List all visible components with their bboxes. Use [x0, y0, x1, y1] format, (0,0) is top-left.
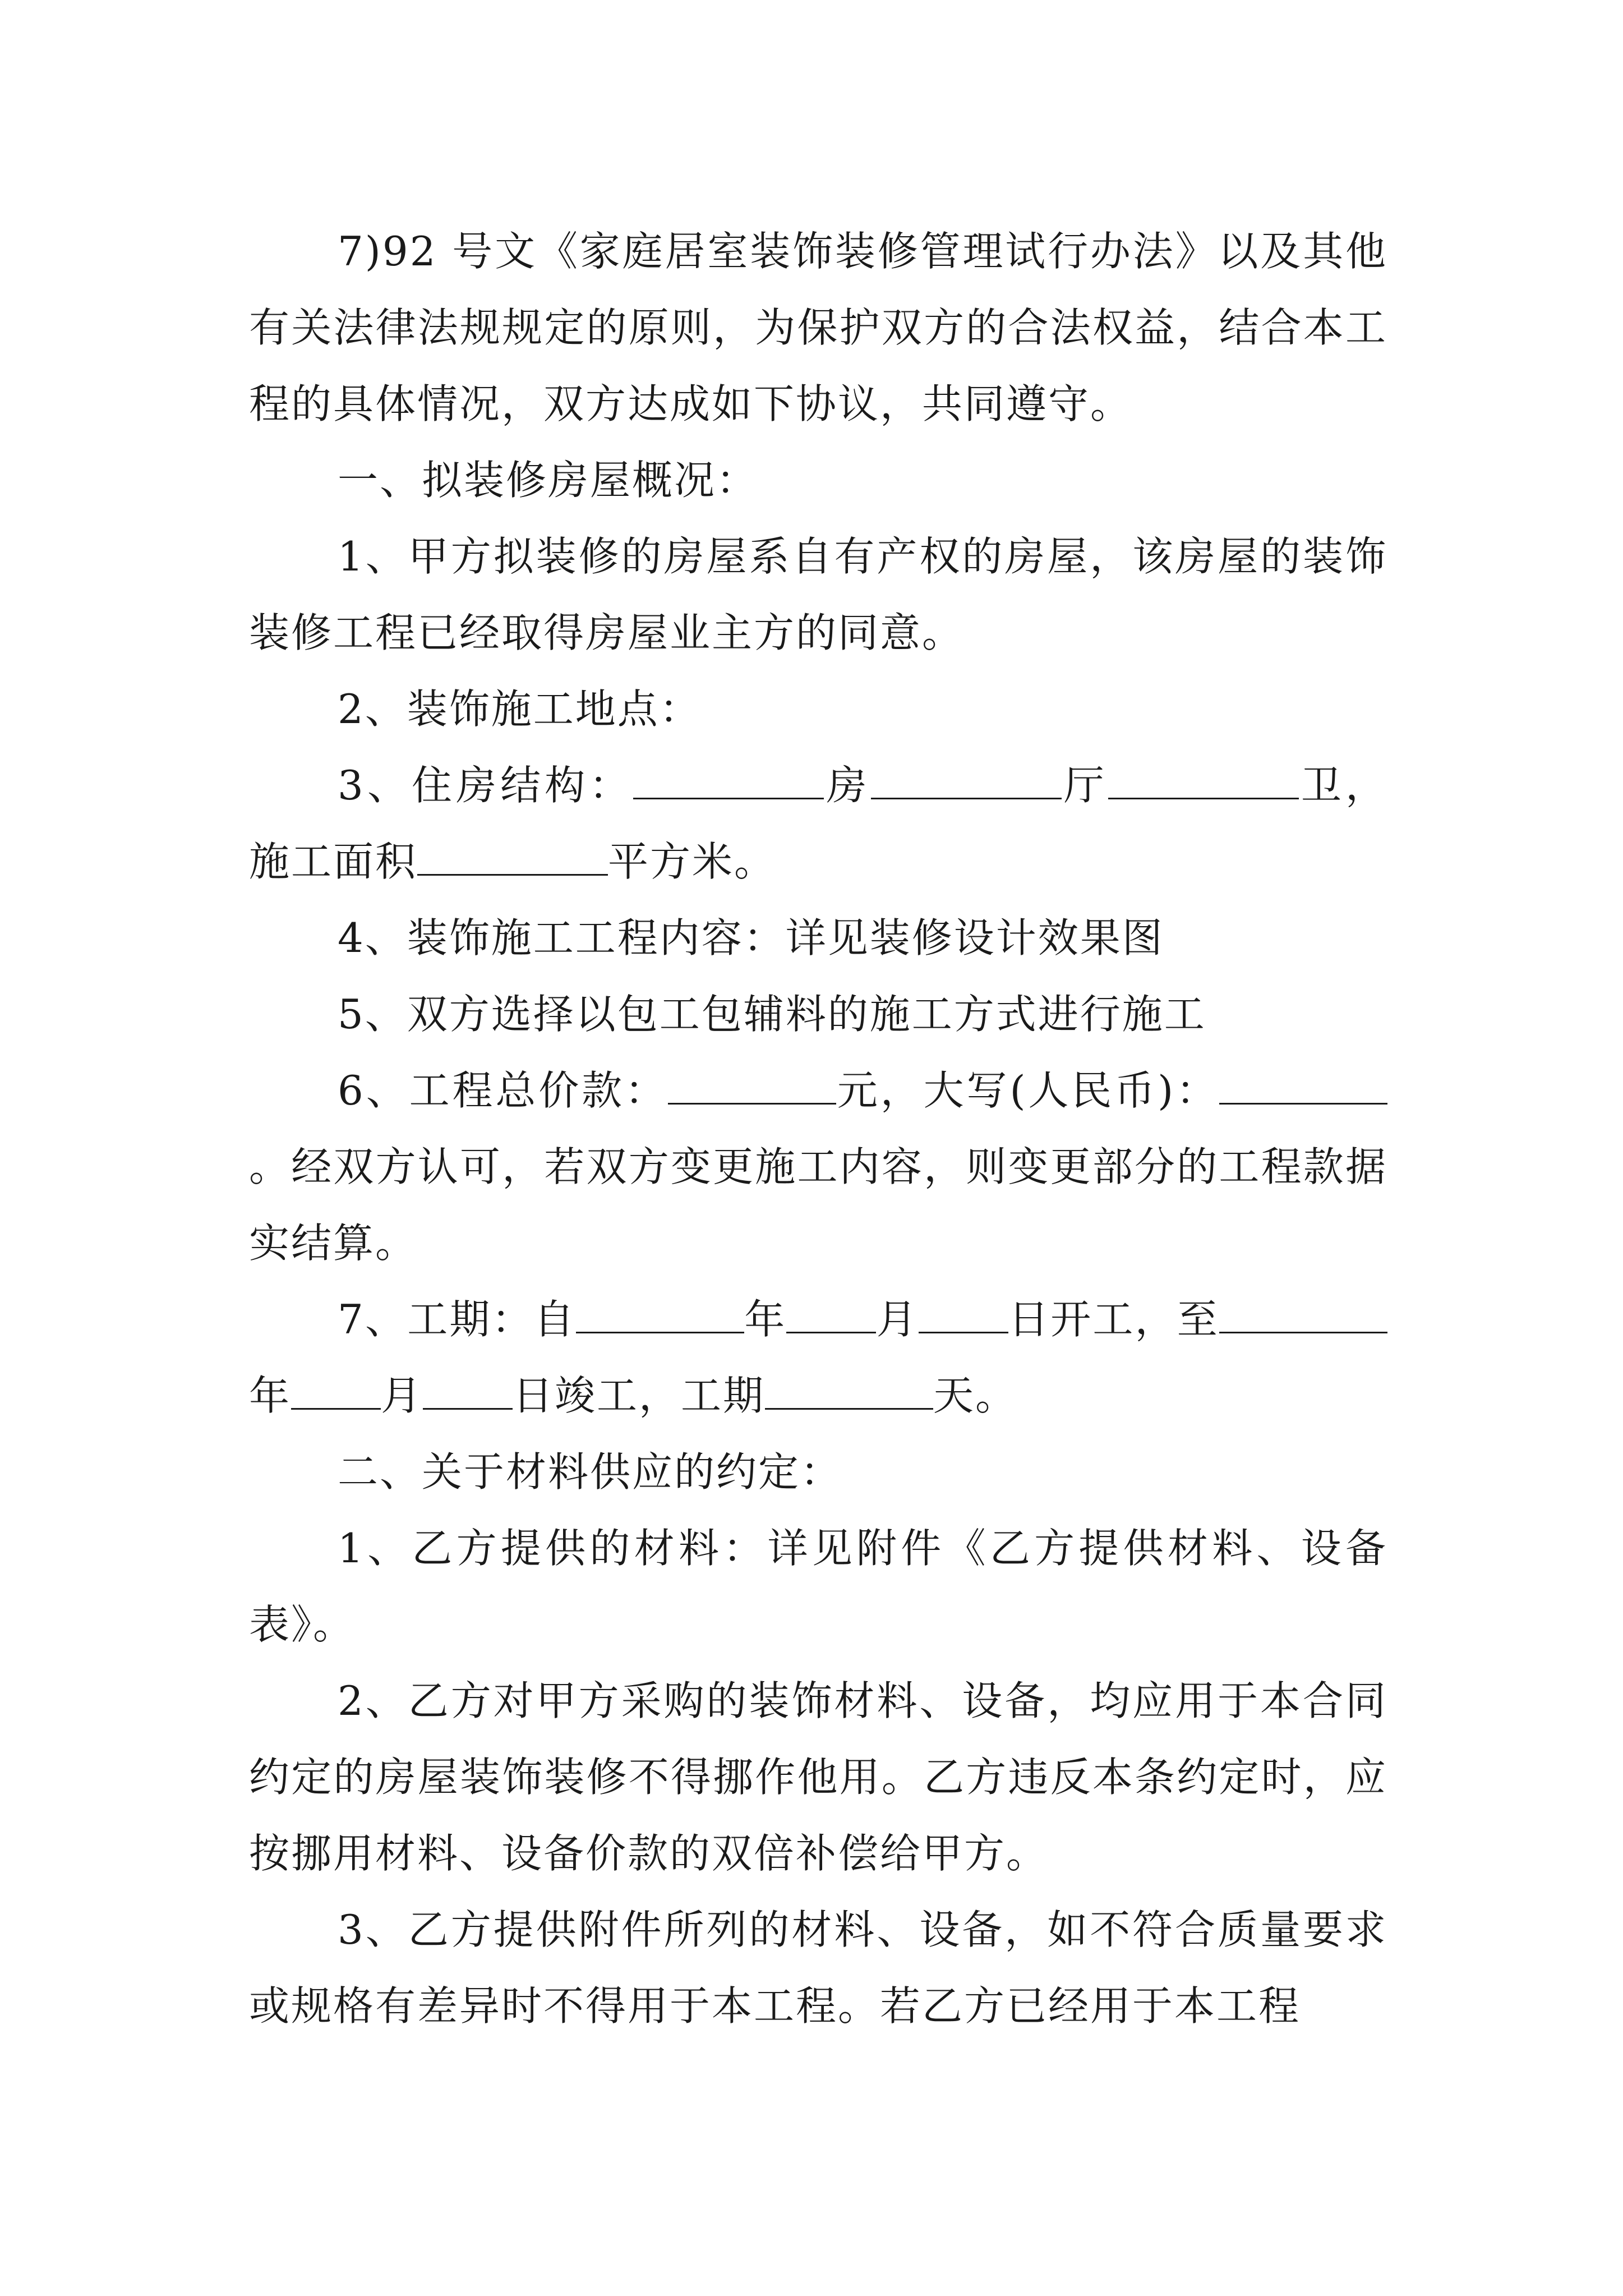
- blank-start-year: [576, 1298, 744, 1333]
- item-7-day-start: 日开工，至: [1008, 1296, 1219, 1343]
- item-7-day-end: 日竣工，工期: [513, 1372, 766, 1419]
- section-1-title: 一、拟装修房屋概况：: [338, 457, 759, 504]
- blank-total-price: [668, 1069, 836, 1105]
- blank-start-month: [786, 1298, 876, 1333]
- blank-rooms: [633, 764, 824, 799]
- item-6-yuan: 元，大写(人民币)：: [836, 1067, 1219, 1114]
- item-7-prefix: 7、工期：自: [338, 1296, 576, 1343]
- item-3-area-unit: 平方米。: [608, 838, 777, 885]
- item-7-days: 天。: [933, 1372, 1018, 1419]
- section-1-item-7: [249, 1281, 1387, 1434]
- blank-end-year: [1219, 1298, 1387, 1333]
- section-1-item-6: [249, 1052, 1387, 1281]
- item-3-hall: 厅: [1061, 762, 1108, 809]
- blank-area: [417, 840, 608, 876]
- section-1-item-2: 2、装饰施工地点：: [338, 685, 702, 733]
- item-7-month-1: 月: [876, 1296, 919, 1343]
- blank-end-month: [291, 1374, 381, 1410]
- blank-baths: [1108, 764, 1299, 799]
- blank-halls: [871, 764, 1062, 799]
- section-2-item-2: 2、乙方对甲方采购的装饰材料、设备，均应用于本合同约定的房屋装饰装修不得挪作他用。乙方违反本条约定时，应按挪用材料、设备价款的双倍补偿给甲方。: [249, 1677, 1387, 1877]
- section-1-item-5: 5、双方选择以包工包辅料的施工方式进行施工: [338, 991, 1206, 1038]
- section-2-title: 二、关于材料供应的约定：: [338, 1448, 843, 1496]
- item-6-rest: 经双方认可，若双方变更施工内容，则变更部分的工程款据实结算。: [249, 1143, 1387, 1267]
- blank-price-uppercase: [1219, 1069, 1387, 1105]
- section-1-item-3: [249, 747, 1387, 900]
- intro-paragraph: 7)92 号文《家庭居室装饰装修管理试行办法》以及其他有关法律法规规定的原则，为保护双方的合法权益，结合本工程的具体情况，双方达成如下协议，共同遵守。: [249, 228, 1387, 427]
- item-7-year-2: 年: [249, 1372, 292, 1419]
- blank-start-day: [919, 1298, 1008, 1333]
- item-3-area-label: 施工面积: [249, 838, 418, 885]
- blank-duration: [765, 1374, 933, 1410]
- item-3-room: 房: [824, 762, 871, 809]
- item-3-prefix: 3、住房结构：: [338, 762, 634, 809]
- contract-text: [249, 213, 1387, 2044]
- item-7-month-2: 月: [381, 1372, 423, 1419]
- section-1-item-4: 4、装饰施工工程内容：详见装修设计效果图: [338, 914, 1164, 961]
- item-6-prefix: 6、工程总价款：: [338, 1067, 668, 1114]
- item-3-bath: 卫，: [1298, 762, 1387, 809]
- item-6-end: 。: [249, 1143, 292, 1190]
- section-2-item-3: 3、乙方提供附件所列的材料、设备，如不符合质量要求或规格有差异时不得用于本工程。若乙方已经用于本工程: [249, 1906, 1387, 2030]
- section-2-item-1: 1、乙方提供的材料：详见附件《乙方提供材料、设备表》。: [249, 1525, 1387, 1648]
- section-1-item-1: 1、甲方拟装修的房屋系自有产权的房屋，该房屋的装饰装修工程已经取得房屋业主方的同意。: [249, 533, 1387, 656]
- item-7-year-1: 年: [744, 1296, 787, 1343]
- blank-end-day: [423, 1374, 513, 1410]
